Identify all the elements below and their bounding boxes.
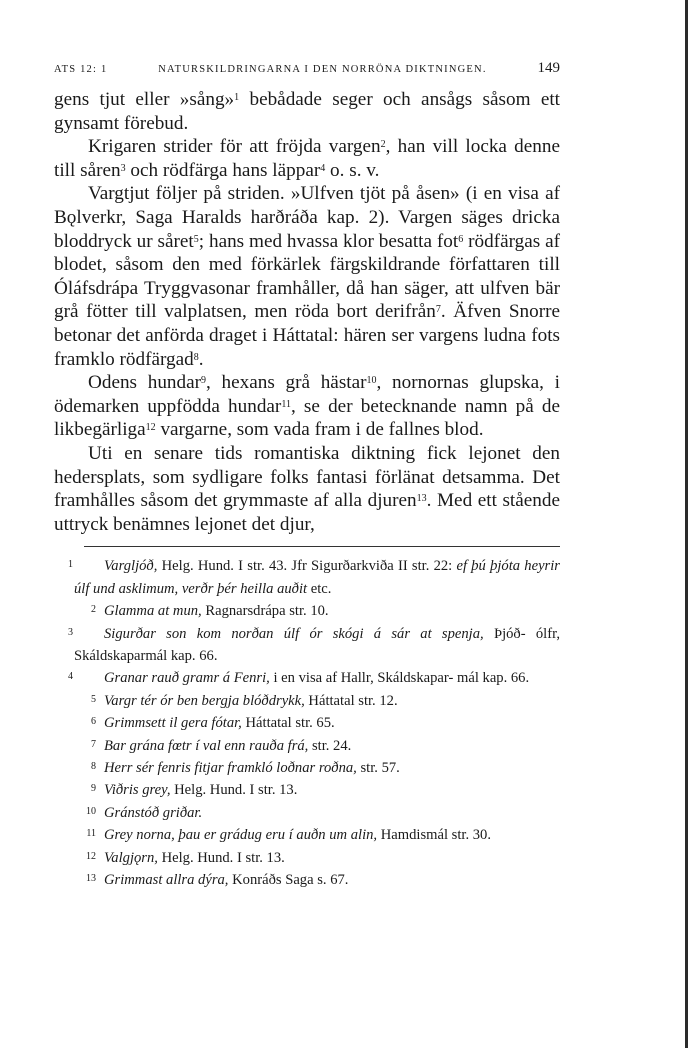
footnote-source: etc.	[307, 580, 332, 597]
footnote-4	[54, 667, 560, 689]
footnote-source: Ragnarsdrápa str. 10.	[201, 603, 329, 620]
footnote-1	[54, 555, 560, 600]
footnote-8	[54, 757, 560, 779]
text: , se der betecknande namn på de likbegärliga	[54, 395, 560, 441]
footnote-ref-1[interactable]: 1	[234, 92, 240, 103]
paragraph-4	[54, 371, 560, 442]
header-left: ATS 12: 1	[54, 64, 108, 75]
footnote-ref-7[interactable]: 7	[435, 304, 441, 316]
text: Uti en senare tids romantiska diktning fick lejonet den hedersplats, som sydligare folks fantasi förlänat detsamma. Det framhålles såsom det grymmaste af alla djuren	[54, 442, 560, 512]
text: . Äfven Snorre betonar det anförda draget i Háttatal: hären ser vargens ludna fots framklo rödfärgad	[54, 301, 561, 370]
footnote-11	[54, 824, 560, 846]
footnote-source: i en visa af Hallr, Skáldskapar-	[269, 670, 454, 687]
footnote-quote: Sigurðar son kom norðan úlf ór skógi á sár at spenja,	[104, 625, 484, 642]
footnote-source: str. 24.	[308, 737, 352, 754]
footnote-number: 8	[91, 760, 96, 772]
footnote-ref-5[interactable]: 5	[193, 233, 199, 245]
footnote-number: 6	[91, 716, 96, 728]
footnote-source: mál kap. 66.	[456, 670, 530, 687]
footnote-ref-6[interactable]: 6	[458, 233, 464, 245]
text: rödfärgas af blodet, såsom den med förkärlek färgskildrande författaren till Óláfsdrápa Tryggvasonar framhåller, då han säger, att ulfven bär grå fötter till valplatsen, men röda bort derifrån	[54, 230, 560, 323]
footnote-number: 2	[91, 604, 96, 616]
footnote-quote: Herr sér fenris fitjar framkló loðnar roðna,	[104, 759, 357, 776]
footnote-quote: Grey norna, þau er grádug eru í auðn um alin,	[104, 827, 378, 844]
text: gens tjut eller »sång»	[54, 89, 235, 110]
footnote-quote: Vargljóð,	[104, 558, 158, 575]
footnote-number: 3	[68, 626, 73, 638]
page-number: 149	[537, 60, 560, 76]
text: . Med ett stående uttryck benämnes lejonet det djur,	[54, 490, 561, 535]
footnote-quote: Viðris grey,	[104, 782, 171, 799]
footnote-3	[54, 623, 560, 668]
footnote-source: Konráðs Saga s. 67.	[228, 871, 349, 888]
footnote-source: Helg. Hund. I str. 13.	[157, 849, 285, 866]
footnote-quote: Grimmast allra dýra,	[104, 871, 229, 888]
footnote-ref-11[interactable]: 11	[281, 398, 291, 410]
footnote-10	[54, 802, 560, 824]
footnote-number: 7	[91, 738, 96, 750]
footnote-12	[54, 847, 560, 869]
footnote-quote: Bar grána fœtr í val enn rauða frá,	[104, 737, 309, 754]
running-header	[54, 60, 560, 88]
text: bebådade seger och ansågs såsom ett gynsamt förebud.	[54, 89, 560, 134]
paragraph-2	[54, 135, 560, 182]
text: vargarne, som vada fram i de fallnes blod.	[155, 419, 484, 441]
footnote-source: ólfr, Skáldskaparmál kap. 66.	[74, 625, 560, 664]
footnote-quote: Grimmsett il gera fótar,	[104, 715, 242, 732]
footnote-number: 4	[68, 671, 73, 683]
footnote-7	[54, 735, 560, 757]
footnote-ref-3[interactable]: 3	[120, 162, 126, 174]
footnote-quote: Vargr tér ór ben bergja blóðdrykk,	[104, 692, 305, 709]
footnote-number: 9	[91, 783, 96, 795]
footnote-ref-10[interactable]: 10	[366, 375, 377, 387]
text: Krigaren strider för att fröjda vargen	[88, 136, 381, 158]
footnote-quote: Gránstóð griðar.	[104, 804, 203, 821]
text: ; hans med hvassa klor besatta fot	[198, 230, 459, 252]
footnote-source: str. 57.	[356, 759, 400, 776]
paragraph-1	[54, 88, 560, 135]
text: , nornornas glupska, i ödemarken uppfödda hundar	[54, 372, 560, 417]
footnote-ref-13[interactable]: 13	[416, 493, 427, 505]
footnote-source: Hamdismál str. 30.	[377, 827, 491, 844]
footnote-5	[54, 690, 560, 712]
text: .	[198, 348, 204, 370]
text: o. s. v.	[325, 159, 380, 181]
footnote-6	[54, 712, 560, 734]
footnote-source: Helg. Hund. I str. 13.	[170, 782, 298, 799]
header-title: NATURSKILDRINGARNA I DEN NORRÖNA DIKTNINGEN.	[158, 64, 487, 75]
paragraph-3	[54, 182, 560, 371]
footnote-ref-9[interactable]: 9	[201, 375, 207, 387]
text: Odens hundar	[88, 372, 202, 394]
footnote-source: Helg. Hund. I str. 43. Jfr Sigurðarkviða II str. 22:	[157, 558, 453, 575]
footnote-quote: ef þú þjóta heyrir úlf und asklimum, verðr þér heilla auðit	[74, 558, 560, 597]
footnote-source: Þjóð-	[483, 625, 526, 642]
footnote-ref-8[interactable]: 8	[193, 351, 199, 363]
footnote-number: 12	[86, 850, 96, 862]
footnote-9	[54, 779, 560, 801]
footnote-number: 11	[86, 828, 96, 840]
text: Vargtjut följer på striden. »Ulfven tjöt på åsen» (i en visa af Bǫlverkr, Saga Haralds harðráða kap. 2). Vargen säges dricka bloddryck ur såret	[54, 183, 560, 252]
footnote-2	[54, 600, 560, 622]
footnotes	[54, 555, 560, 891]
page	[54, 60, 560, 891]
footnote-quote: Glamma at mun,	[104, 603, 202, 620]
text: , hexans grå hästar	[206, 372, 367, 394]
footnote-divider	[84, 546, 560, 547]
paragraph-5	[54, 442, 560, 536]
footnote-number: 10	[86, 805, 96, 817]
footnote-ref-2[interactable]: 2	[380, 139, 386, 151]
text: och rödfärga hans läppar	[125, 159, 321, 181]
footnote-number: 13	[86, 872, 96, 884]
text: , han vill locka denne till såren	[54, 136, 560, 181]
footnote-13	[54, 869, 560, 891]
footnote-number: 1	[68, 559, 73, 571]
footnote-ref-12[interactable]: 12	[145, 422, 156, 434]
footnote-quote: Valgjǫrn,	[104, 849, 158, 866]
footnote-ref-4[interactable]: 4	[320, 162, 326, 174]
body-text	[54, 88, 560, 536]
footnote-source: Háttatal str. 12.	[304, 692, 398, 709]
footnote-quote: Granar rauð gramr á Fenri,	[104, 670, 270, 687]
footnote-number: 5	[91, 693, 96, 705]
footnote-source: Háttatal str. 65.	[241, 715, 335, 732]
